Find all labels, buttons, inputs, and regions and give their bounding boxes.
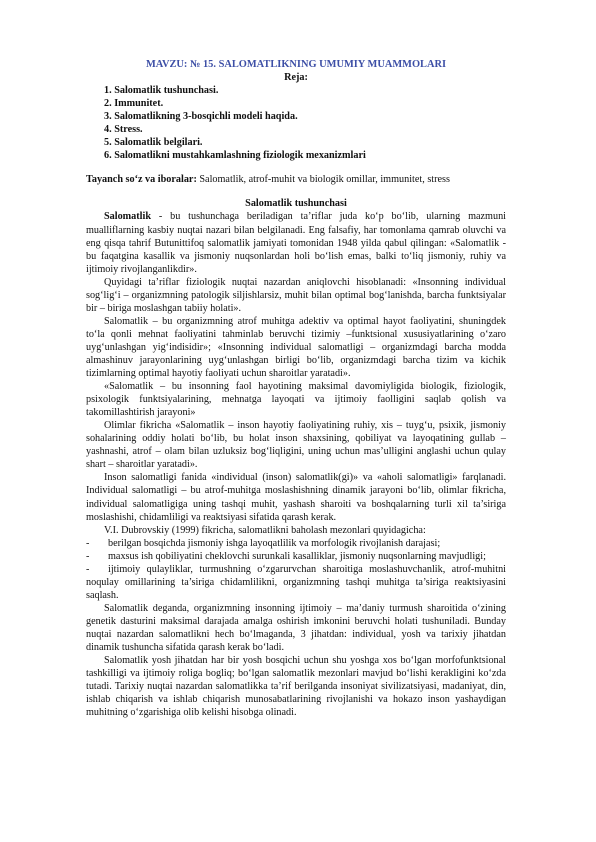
criteria-item [86, 537, 506, 550]
paragraph-3: Salomatlik – bu organizmning atrof muhitga adektiv va optimal hayot faoliyatini, shuningdek to‘la qonli mehnat faoliyatini tahminlab beruvchi tizimiy –funktsional xususiyatlarining o‘zaro uyg‘unlashgan yig‘indisidir»; «Insonning individual salomatligi – organizmdagi barcha modda almashinuv jarayonlarining uyg‘unlashgan birligi bo‘lib, organizmdagi barcha tizim va kichik tizimlarning optimal hayotiy faoliyati uchun sharoitlar yaratadi». [86, 315, 506, 380]
plan-item: 2. Immunitet. [104, 98, 164, 110]
dash-marker: - [86, 563, 90, 575]
paragraph-1-text: - bu tushunchaga beriladigan ta’riflar juda ko‘p bo‘lib, ularning mazmuni mualliflarning kasbiy nuqtai nazari bilan belgilanadi. Eng falsafiy, har tomonlama qamrab oluvchi va eng qisqa tahrif Butunittifoq salomatlik jamiyati tomonidan 1948 yilda qabul qilingan: «Salomatlik - bu faqatgina kasallik va jismoniy nuqsonlardan holi bo‘lish emas, balki to‘liq jismoniy, ruhiy va ijtimoiy rivojlanganlikdir». [86, 211, 506, 275]
criteria-item-text: maxsus ish qobiliyatini cheklovchi surunkali kasalliklar, jismoniy nuqsonlarning mavjudligi; [108, 550, 486, 562]
page-title: MAVZU: № 15. SALOMATLIKNING UMUMIY MUAMMOLARI [145, 59, 447, 70]
term-salomatlik: Salomatlik [104, 211, 151, 223]
paragraph-6: Inson salomatligi fanida «individual (inson) salomatlik(gi)» va «aholi salomatligi» farqlanadi. Individual salomatligi – bu atrof-muhitga moslashishning dinamik jarayoni bo‘lib, olimlar fikricha, individual salomatligiga uning tashqi muhit, yashash sharoiti va boshqalarning turli xil ta’siriga moslashishi, chidamliligi va reaktsiyasi sifatida qarash kerak. [86, 472, 506, 523]
plan-item: 6. Salomatlikni mustahkamlashning fiziologik mexanizmlari [104, 150, 366, 162]
dash-marker: - [86, 537, 90, 549]
dash-marker: - [86, 550, 90, 562]
keywords-text: Salomatlik, atrof-muhit va biologik omillar, immunitet, stress [196, 174, 450, 186]
keywords-line [86, 173, 506, 186]
paragraph-9: Salomatlik yosh jihatdan har bir yosh bosqichi uchun shu yoshga xos bo‘lgan morfofunktsional tashkilligi va ijtimoiy roliga bogliq; bo‘lgan salomatlik mezonlari mavjud bo‘lishi kerakligini ko‘zda tutadi. Tarixiy nuqtai nazardan salomatlikka ta’rif berilganda insoniyat sivilizatsiyasi, madaniyat, din, ishlab chiqarish va ishlab chiqarish munosabatlarining rivojlanishi va hokazo inson yashaydigan muhitning o‘zgarishiga olib kelishi hisobga olinadi. [86, 655, 506, 719]
paragraph-7: V.I. Dubrovskiy (1999) fikricha, salomatlikni baholash mezonlari quyidagicha: [104, 524, 426, 536]
keywords-label: Tayanch so‘z va iboralar: [86, 174, 197, 186]
plan-item: 4. Stress. [104, 124, 143, 136]
plan-item: 3. Salomatlikning 3-bosqichli modeli haqida. [104, 111, 298, 123]
paragraph-5: Olimlar fikricha «Salomatlik – inson hayotiy faoliyatining ruhiy, xis – tuyg‘u, psixik, jismoniy sohalarining oddiy holati bo‘lib, bu holat inson shaxsining, qobiliyat va layoqatining gullab – yashnashi, atrof – olam bilan uzluksiz bog‘liqligini, uning uchun mas’ulligini anglashi uchun qulay shart – sharoitlar yaratadi». [86, 420, 506, 471]
document-page [86, 58, 506, 719]
paragraph-2: Quyidagi ta’riflar fiziologik nuqtai nazardan aniqlovchi hisoblanadi: «Insonning individual sog‘lig‘i – organizmning patologik siljishlarsiz, muhit bilan optimal bog‘lanishda, barcha funktsiyalar bir – biriga moslashgan tabiiy holati». [86, 276, 506, 314]
criteria-item-text: berilgan bosqichda jismoniy ishga layoqatlilik va morfologik rivojlanish darajasi; [108, 537, 441, 549]
plan-item: 1. Salomatlik tushunchasi. [104, 85, 219, 97]
paragraph-8: Salomatlik deganda, organizmning insonning ijtimoiy – ma’daniy turmush sharoitida o‘zining genetik dasturini maksimal darajada amalga oshirish imkonini beruvchi holati tushuniladi. Bunday nuqtai nazardan salomatlikni hech bo‘lmaganda, 3 jihatdan: individual, yosh va tarixiy jihatdan dinamik tushuncha sifatida qarash kerak bo‘ladi. [86, 602, 506, 654]
criteria-item [86, 550, 506, 563]
plan-item: 5. Salomatlik belgilari. [104, 137, 203, 149]
criteria-item-text: ijtimoiy qulayliklar, turmushning o‘zgarurvchan sharoitiga moslashuvchanlik, atrof-muhitni noqulay omillarining ta’siriga chidamlilikni, organizmning tashqi muhitga ta’siriga reaktsiyasini saqlash. [86, 563, 506, 601]
criteria-item [86, 563, 506, 602]
paragraph-4: «Salomatlik – bu insonning faol hayotining maksimal davomiyligida biologik, fiziologik, psixologik funktsiyalarining, mehnatga layoqati va ijtimoiy faolligini saqlab qolish va takomillashtirish jarayoni» [86, 381, 506, 419]
section-title: Salomatlik tushunchasi [245, 198, 347, 210]
plan-heading: Reja: [284, 72, 308, 84]
paragraph-1 [86, 210, 506, 275]
plan-list [86, 84, 506, 162]
